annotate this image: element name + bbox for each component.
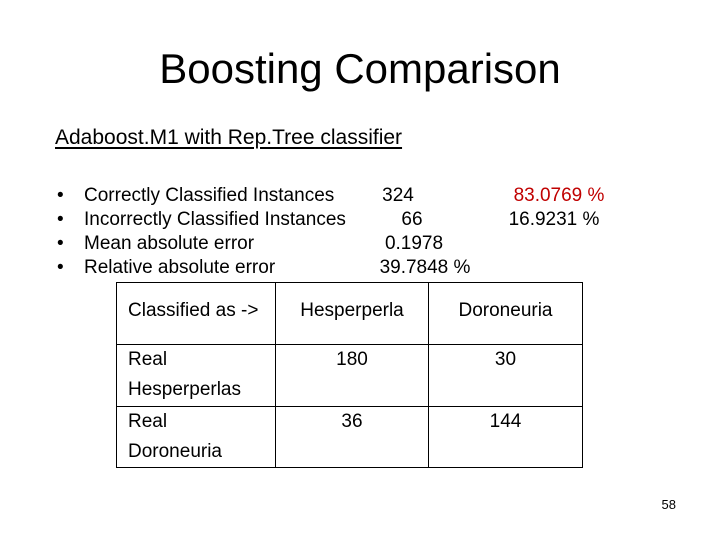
table-header-row <box>117 283 583 345</box>
table-cell: 36 <box>276 407 429 468</box>
bullet-icon: • <box>57 233 64 254</box>
slide-title: Boosting Comparison <box>159 45 561 92</box>
slide-subtitle: Adaboost.M1 with Rep.Tree classifier <box>55 126 403 149</box>
page-number: 58 <box>661 497 676 512</box>
stat-row-correct <box>0 184 720 208</box>
table-cell: 30 <box>429 345 583 407</box>
table-row <box>117 407 583 468</box>
bullet-icon: • <box>57 185 64 206</box>
table-cell: 180 <box>276 345 429 407</box>
header-cell-classified-as: Classified as -> <box>117 283 276 345</box>
stat-label: Incorrectly Classified Instances <box>84 209 346 230</box>
stat-value: 0.1978 <box>384 233 444 254</box>
stat-value: 324 <box>382 185 414 206</box>
stat-row-rae <box>0 256 720 280</box>
stat-value: 66 <box>401 209 423 230</box>
row-label: Real Hesperperlas <box>117 345 276 407</box>
stat-percent: 83.0769 % <box>513 185 605 206</box>
stat-row-mae <box>0 232 720 256</box>
stat-row-incorrect <box>0 208 720 232</box>
confusion-matrix-table <box>116 282 583 468</box>
stat-value: 39.7848 % <box>379 257 471 278</box>
header-cell-doroneuria: Doroneuria <box>429 283 583 345</box>
bullet-icon: • <box>57 257 64 278</box>
header-cell-hesperperla: Hesperperla <box>276 283 429 345</box>
stat-percent: 16.9231 % <box>508 209 600 230</box>
stat-label: Mean absolute error <box>84 233 255 254</box>
stat-label: Relative absolute error <box>84 257 276 278</box>
stat-label: Correctly Classified Instances <box>84 185 335 206</box>
bullet-icon: • <box>57 209 64 230</box>
table-row <box>117 345 583 407</box>
table-cell: 144 <box>429 407 583 468</box>
row-label: Real Doroneuria <box>117 407 276 468</box>
